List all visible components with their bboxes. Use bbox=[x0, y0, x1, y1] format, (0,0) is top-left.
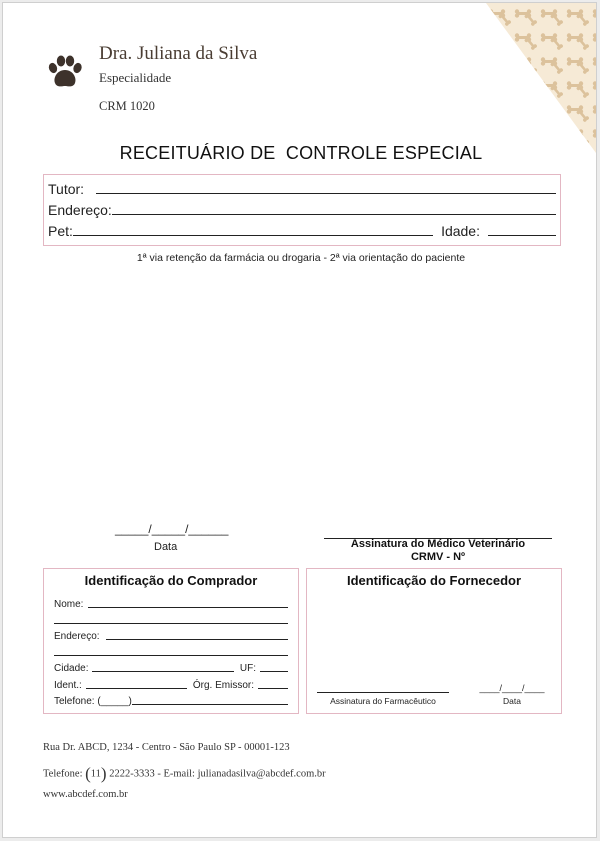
buyer-issuer-field[interactable] bbox=[258, 688, 288, 689]
buyer-state-label: UF: bbox=[239, 663, 256, 674]
pharmacist-signature-label: Assinatura do Farmacêutico bbox=[330, 696, 436, 706]
buyer-id-field[interactable] bbox=[86, 688, 187, 689]
buyer-address-label: Endereço: bbox=[54, 631, 100, 642]
buyer-state-field[interactable] bbox=[260, 671, 288, 672]
buyer-name-field[interactable] bbox=[88, 607, 288, 608]
buyer-name-row-2 bbox=[54, 612, 288, 626]
prescription-date-field[interactable]: _____/_____/______ bbox=[115, 522, 229, 536]
age-field[interactable] bbox=[488, 235, 556, 236]
vet-signature-caption bbox=[324, 538, 552, 564]
age-label: Idade: bbox=[441, 223, 480, 239]
supplier-box-title: Identificação do Fornecedor bbox=[346, 573, 522, 588]
pharmacist-signature-line[interactable] bbox=[317, 692, 449, 693]
footer-address: Rua Dr. ABCD, 1234 - Centro - São Paulo SP - 00001-123 bbox=[43, 742, 290, 753]
address-row bbox=[48, 198, 556, 218]
buyer-address-field[interactable] bbox=[106, 639, 288, 640]
buyer-box-title: Identificação do Comprador bbox=[84, 573, 258, 588]
supplier-identification-box bbox=[306, 568, 562, 714]
buyer-name-label: Nome: bbox=[54, 599, 84, 610]
pet-label: Pet: bbox=[48, 223, 73, 239]
buyer-phone-field[interactable] bbox=[132, 704, 288, 705]
patient-info-box bbox=[43, 174, 561, 246]
buyer-issuer-label: Órg. Emissor: bbox=[192, 680, 254, 691]
crmv-label: CRMV - Nº bbox=[410, 551, 466, 563]
bone-pattern-corner bbox=[486, 3, 596, 153]
buyer-city-field[interactable] bbox=[92, 671, 233, 672]
vet-signature-label: Assinatura do Médico Veterinário bbox=[350, 538, 526, 550]
pet-field[interactable] bbox=[73, 235, 433, 236]
footer-phone-email: 2222-3333 - E-mail: julianadasilva@abcdef.com.br bbox=[109, 768, 326, 780]
address-field[interactable] bbox=[112, 214, 556, 215]
buyer-city-row bbox=[54, 660, 288, 674]
buyer-identification-box bbox=[43, 568, 299, 714]
pet-row bbox=[48, 219, 556, 239]
buyer-name-row bbox=[54, 596, 288, 610]
buyer-id-label: Ident.: bbox=[54, 680, 82, 691]
tutor-label: Tutor: bbox=[48, 181, 85, 197]
doctor-name: Dra. Juliana da Silva bbox=[99, 43, 258, 64]
buyer-address-row bbox=[54, 628, 288, 642]
buyer-phone-row bbox=[54, 693, 288, 707]
paw-print-icon bbox=[45, 53, 85, 93]
address-label: Endereço: bbox=[48, 202, 112, 218]
page-title: RECEITUÁRIO DE CONTROLE ESPECIAL bbox=[119, 143, 483, 163]
tutor-field[interactable] bbox=[96, 193, 556, 194]
copies-note: 1ª via retenção da farmácia ou drogaria - 2ª via orientação do paciente bbox=[136, 252, 466, 264]
buyer-city-label: Cidade: bbox=[54, 663, 89, 674]
footer-phone-prefix: Telefone: bbox=[43, 768, 83, 780]
supplier-date-label: Data bbox=[503, 696, 521, 706]
supplier-date-field[interactable]: ____/____/____ bbox=[479, 683, 545, 693]
footer-contact: Telefone: (11) 2222-3333 - E-mail: julianadasilva@abcdef.com.br bbox=[43, 764, 326, 783]
doctor-crm: CRM 1020 bbox=[99, 99, 155, 113]
buyer-address-row-2 bbox=[54, 644, 288, 658]
prescription-page bbox=[2, 2, 597, 838]
buyer-name-field-2[interactable] bbox=[54, 623, 288, 624]
footer-website: www.abcdef.com.br bbox=[43, 789, 128, 800]
doctor-specialty: Especialidade bbox=[99, 70, 172, 85]
prescription-date-label: Data bbox=[154, 541, 178, 553]
tutor-row bbox=[48, 177, 556, 197]
buyer-id-row bbox=[54, 677, 288, 691]
buyer-phone-label: Telefone: (_____) bbox=[54, 696, 132, 707]
buyer-address-field-2[interactable] bbox=[54, 655, 288, 656]
footer-phone-ddd: 11 bbox=[90, 768, 101, 780]
